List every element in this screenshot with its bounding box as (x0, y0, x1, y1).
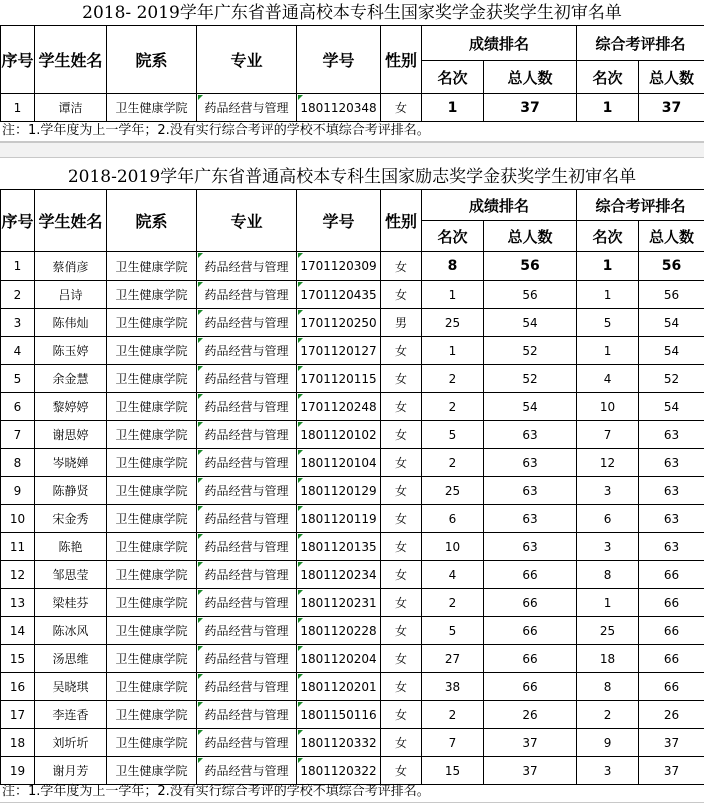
section2-note: 注：1.学年度为上一学年；2.没有实行综合考评的学校不填综合考评排名。 (0, 782, 704, 803)
cell-dept: 卫生健康学院 (107, 673, 197, 701)
cell-comp-rank: 8 (577, 561, 639, 589)
cell-gender: 女 (381, 701, 422, 729)
cell-grade-rank: 1 (422, 281, 484, 309)
cell-gender: 女 (381, 421, 422, 449)
header-total: 总人数 (639, 61, 704, 94)
cell-major: 药品经营与管理 (197, 252, 297, 281)
cell-seq: 17 (1, 701, 35, 729)
cell-name: 谢月芳 (35, 757, 107, 785)
cell-grade-rank: 8 (422, 252, 484, 281)
cell-gender: 女 (381, 337, 422, 365)
cell-grade-rank: 2 (422, 393, 484, 421)
cell-grade-rank: 2 (422, 701, 484, 729)
cell-comp-total: 56 (639, 252, 704, 281)
cell-comp-rank: 1 (577, 281, 639, 309)
cell-grade-rank: 15 (422, 757, 484, 785)
table-row (1, 701, 704, 729)
cell-grade-rank: 10 (422, 533, 484, 561)
cell-dept: 卫生健康学院 (107, 561, 197, 589)
cell-gender: 女 (381, 477, 422, 505)
cell-gender: 女 (381, 617, 422, 645)
cell-seq: 14 (1, 617, 35, 645)
cell-gender: 女 (381, 449, 422, 477)
cell-dept: 卫生健康学院 (107, 252, 197, 281)
cell-seq: 13 (1, 589, 35, 617)
cell-grade-total: 37 (484, 729, 577, 757)
header-major: 专业 (197, 26, 297, 94)
cell-student-id: 1801120104 (297, 449, 381, 477)
cell-major: 药品经营与管理 (197, 393, 297, 421)
cell-comp-rank: 1 (577, 94, 639, 122)
header-rank: 名次 (577, 61, 639, 94)
section1-title: 2018- 2019学年广东省普通高校本专科生国家奖学金获奖学生初审名单 (82, 3, 622, 23)
cell-major: 药品经营与管理 (197, 421, 297, 449)
table-row (1, 757, 704, 785)
cell-name: 岑晓婵 (35, 449, 107, 477)
cell-name: 谢思婷 (35, 421, 107, 449)
cell-dept: 卫生健康学院 (107, 449, 197, 477)
cell-dept: 卫生健康学院 (107, 94, 197, 122)
table-row (1, 477, 704, 505)
cell-student-id: 1801120129 (297, 477, 381, 505)
cell-grade-total: 56 (484, 281, 577, 309)
cell-major: 药品经营与管理 (197, 449, 297, 477)
cell-dept: 卫生健康学院 (107, 281, 197, 309)
table-row (1, 337, 704, 365)
cell-dept: 卫生健康学院 (107, 729, 197, 757)
header-total: 总人数 (639, 221, 704, 252)
cell-grade-rank: 4 (422, 561, 484, 589)
cell-comp-rank: 1 (577, 589, 639, 617)
cell-dept: 卫生健康学院 (107, 701, 197, 729)
cell-name: 梁桂芬 (35, 589, 107, 617)
cell-major: 药品经营与管理 (197, 309, 297, 337)
cell-grade-total: 63 (484, 449, 577, 477)
table-row (1, 645, 704, 673)
cell-grade-rank: 1 (422, 94, 484, 122)
cell-grade-total: 54 (484, 393, 577, 421)
cell-student-id: 1801120204 (297, 645, 381, 673)
cell-student-id: 1801120119 (297, 505, 381, 533)
cell-major: 药品经营与管理 (197, 701, 297, 729)
cell-student-id: 1801120102 (297, 421, 381, 449)
header-name: 学生姓名 (35, 26, 107, 94)
cell-grade-total: 37 (484, 94, 577, 122)
cell-seq: 5 (1, 365, 35, 393)
cell-comp-total: 54 (639, 309, 704, 337)
cell-seq: 7 (1, 421, 35, 449)
cell-grade-total: 66 (484, 617, 577, 645)
header-dept: 院系 (107, 190, 197, 252)
table-row (1, 281, 704, 309)
cell-grade-rank: 25 (422, 309, 484, 337)
cell-name: 汤思维 (35, 645, 107, 673)
cell-gender: 女 (381, 729, 422, 757)
cell-gender: 女 (381, 673, 422, 701)
cell-seq: 9 (1, 477, 35, 505)
cell-seq: 6 (1, 393, 35, 421)
cell-student-id: 1801120332 (297, 729, 381, 757)
cell-comp-total: 66 (639, 589, 704, 617)
table-row (1, 94, 704, 122)
cell-grade-rank: 2 (422, 365, 484, 393)
header-rank: 名次 (422, 61, 484, 94)
cell-comp-total: 54 (639, 337, 704, 365)
cell-gender: 女 (381, 505, 422, 533)
cell-comp-total: 63 (639, 477, 704, 505)
cell-gender: 女 (381, 757, 422, 785)
cell-seq: 12 (1, 561, 35, 589)
cell-grade-rank: 1 (422, 337, 484, 365)
table-row (1, 309, 704, 337)
cell-student-id: 1801120348 (297, 94, 381, 122)
cell-comp-total: 37 (639, 94, 704, 122)
header-dept: 院系 (107, 26, 197, 94)
cell-grade-total: 52 (484, 365, 577, 393)
cell-comp-rank: 10 (577, 393, 639, 421)
table-row (1, 252, 704, 281)
cell-comp-total: 52 (639, 365, 704, 393)
header-total: 总人数 (484, 221, 577, 252)
cell-dept: 卫生健康学院 (107, 505, 197, 533)
cell-dept: 卫生健康学院 (107, 477, 197, 505)
cell-comp-rank: 3 (577, 757, 639, 785)
header-grade-rank: 成绩排名 (422, 26, 577, 61)
header-gender: 性别 (381, 26, 422, 94)
cell-major: 药品经营与管理 (197, 757, 297, 785)
cell-comp-total: 63 (639, 421, 704, 449)
cell-grade-total: 26 (484, 701, 577, 729)
cell-comp-total: 26 (639, 701, 704, 729)
cell-comp-total: 66 (639, 645, 704, 673)
cell-seq: 1 (1, 94, 35, 122)
header-total: 总人数 (484, 61, 577, 94)
cell-comp-total: 63 (639, 533, 704, 561)
cell-comp-rank: 12 (577, 449, 639, 477)
cell-grade-rank: 2 (422, 449, 484, 477)
cell-major: 药品经营与管理 (197, 673, 297, 701)
cell-seq: 16 (1, 673, 35, 701)
cell-grade-total: 63 (484, 505, 577, 533)
cell-comp-total: 63 (639, 449, 704, 477)
cell-student-id: 1701120250 (297, 309, 381, 337)
cell-dept: 卫生健康学院 (107, 589, 197, 617)
header-id: 学号 (297, 26, 381, 94)
cell-grade-rank: 25 (422, 477, 484, 505)
cell-grade-total: 66 (484, 673, 577, 701)
cell-gender: 女 (381, 645, 422, 673)
cell-student-id: 1801120231 (297, 589, 381, 617)
cell-dept: 卫生健康学院 (107, 309, 197, 337)
cell-gender: 男 (381, 309, 422, 337)
cell-comp-total: 66 (639, 673, 704, 701)
cell-name: 宋金秀 (35, 505, 107, 533)
cell-grade-rank: 38 (422, 673, 484, 701)
cell-comp-total: 66 (639, 617, 704, 645)
cell-student-id: 1801120135 (297, 533, 381, 561)
cell-grade-rank: 27 (422, 645, 484, 673)
cell-name: 余金慧 (35, 365, 107, 393)
cell-comp-total: 37 (639, 757, 704, 785)
table-row (1, 421, 704, 449)
cell-student-id: 1801120234 (297, 561, 381, 589)
cell-grade-rank: 5 (422, 421, 484, 449)
cell-seq: 1 (1, 252, 35, 281)
cell-name: 陈玉婷 (35, 337, 107, 365)
cell-comp-total: 54 (639, 393, 704, 421)
cell-seq: 10 (1, 505, 35, 533)
cell-seq: 8 (1, 449, 35, 477)
cell-gender: 女 (381, 365, 422, 393)
header-seq: 序号 (1, 190, 35, 252)
cell-seq: 3 (1, 309, 35, 337)
cell-major: 药品经营与管理 (197, 617, 297, 645)
cell-comp-rank: 1 (577, 337, 639, 365)
cell-name: 陈冰风 (35, 617, 107, 645)
cell-student-id: 1801120201 (297, 673, 381, 701)
cell-seq: 4 (1, 337, 35, 365)
cell-grade-total: 52 (484, 337, 577, 365)
cell-major: 药品经营与管理 (197, 645, 297, 673)
cell-major: 药品经营与管理 (197, 281, 297, 309)
header-grade-rank: 成绩排名 (422, 190, 577, 221)
cell-dept: 卫生健康学院 (107, 337, 197, 365)
table-row (1, 505, 704, 533)
scholarship-table (0, 25, 704, 122)
cell-dept: 卫生健康学院 (107, 533, 197, 561)
table-row (1, 449, 704, 477)
cell-comp-rank: 2 (577, 701, 639, 729)
cell-grade-total: 54 (484, 309, 577, 337)
cell-name: 刘圻圻 (35, 729, 107, 757)
cell-student-id: 1701120435 (297, 281, 381, 309)
cell-comp-rank: 3 (577, 533, 639, 561)
table-row (1, 589, 704, 617)
header-id: 学号 (297, 190, 381, 252)
cell-name: 蔡俏彦 (35, 252, 107, 281)
table-row (1, 561, 704, 589)
cell-gender: 女 (381, 589, 422, 617)
table-row (1, 365, 704, 393)
cell-comp-rank: 18 (577, 645, 639, 673)
cell-seq: 19 (1, 757, 35, 785)
cell-student-id: 1801150116 (297, 701, 381, 729)
table-row (1, 533, 704, 561)
table-row (1, 393, 704, 421)
cell-grade-total: 66 (484, 645, 577, 673)
cell-comp-total: 37 (639, 729, 704, 757)
cell-major: 药品经营与管理 (197, 589, 297, 617)
cell-name: 邹思莹 (35, 561, 107, 589)
cell-student-id: 1701120115 (297, 365, 381, 393)
cell-comp-rank: 6 (577, 505, 639, 533)
cell-student-id: 1801120322 (297, 757, 381, 785)
cell-major: 药品经营与管理 (197, 365, 297, 393)
cell-comp-total: 66 (639, 561, 704, 589)
cell-major: 药品经营与管理 (197, 505, 297, 533)
cell-seq: 2 (1, 281, 35, 309)
cell-gender: 女 (381, 281, 422, 309)
header-gender: 性别 (381, 190, 422, 252)
cell-major: 药品经营与管理 (197, 561, 297, 589)
cell-gender: 女 (381, 533, 422, 561)
cell-name: 李连香 (35, 701, 107, 729)
header-comp-rank: 综合考评排名 (577, 26, 704, 61)
cell-grade-total: 63 (484, 533, 577, 561)
cell-major: 药品经营与管理 (197, 94, 297, 122)
cell-name: 陈静贤 (35, 477, 107, 505)
cell-dept: 卫生健康学院 (107, 393, 197, 421)
cell-grade-rank: 6 (422, 505, 484, 533)
cell-seq: 18 (1, 729, 35, 757)
cell-gender: 女 (381, 94, 422, 122)
cell-student-id: 1801120228 (297, 617, 381, 645)
cell-major: 药品经营与管理 (197, 337, 297, 365)
section1-note: 注：1.学年度为上一学年；2.没有实行综合考评的学校不填综合考评排名。 (0, 121, 704, 142)
cell-dept: 卫生健康学院 (107, 757, 197, 785)
cell-name: 陈伟灿 (35, 309, 107, 337)
table-row (1, 729, 704, 757)
header-rank: 名次 (422, 221, 484, 252)
cell-comp-rank: 5 (577, 309, 639, 337)
cell-name: 吕诗 (35, 281, 107, 309)
header-comp-rank: 综合考评排名 (577, 190, 704, 221)
table-row (1, 673, 704, 701)
cell-grade-rank: 5 (422, 617, 484, 645)
cell-comp-rank: 4 (577, 365, 639, 393)
scholarship-table (0, 189, 704, 785)
cell-gender: 女 (381, 252, 422, 281)
table-row (1, 617, 704, 645)
cell-comp-rank: 7 (577, 421, 639, 449)
cell-student-id: 1701120248 (297, 393, 381, 421)
header-rank: 名次 (577, 221, 639, 252)
cell-grade-total: 63 (484, 421, 577, 449)
cell-grade-total: 37 (484, 757, 577, 785)
cell-major: 药品经营与管理 (197, 533, 297, 561)
cell-dept: 卫生健康学院 (107, 421, 197, 449)
cell-student-id: 1701120309 (297, 252, 381, 281)
cell-dept: 卫生健康学院 (107, 645, 197, 673)
cell-grade-total: 56 (484, 252, 577, 281)
cell-comp-rank: 3 (577, 477, 639, 505)
section2-title: 2018-2019学年广东省普通高校本专科生国家励志奖学金获奖学生初审名单 (67, 167, 637, 187)
cell-name: 陈艳 (35, 533, 107, 561)
cell-seq: 15 (1, 645, 35, 673)
cell-name: 黎婷婷 (35, 393, 107, 421)
header-name: 学生姓名 (35, 190, 107, 252)
cell-grade-total: 63 (484, 477, 577, 505)
cell-comp-total: 63 (639, 505, 704, 533)
cell-grade-rank: 7 (422, 729, 484, 757)
cell-grade-total: 66 (484, 561, 577, 589)
cell-name: 吴晓琪 (35, 673, 107, 701)
cell-gender: 女 (381, 393, 422, 421)
cell-grade-rank: 2 (422, 589, 484, 617)
cell-comp-rank: 9 (577, 729, 639, 757)
cell-major: 药品经营与管理 (197, 477, 297, 505)
separator-band (0, 142, 704, 158)
cell-comp-total: 56 (639, 281, 704, 309)
cell-dept: 卫生健康学院 (107, 617, 197, 645)
cell-grade-total: 66 (484, 589, 577, 617)
cell-comp-rank: 1 (577, 252, 639, 281)
header-major: 专业 (197, 190, 297, 252)
cell-seq: 11 (1, 533, 35, 561)
cell-name: 谭洁 (35, 94, 107, 122)
cell-gender: 女 (381, 561, 422, 589)
cell-student-id: 1701120127 (297, 337, 381, 365)
cell-major: 药品经营与管理 (197, 729, 297, 757)
header-seq: 序号 (1, 26, 35, 94)
cell-comp-rank: 25 (577, 617, 639, 645)
cell-comp-rank: 8 (577, 673, 639, 701)
cell-dept: 卫生健康学院 (107, 365, 197, 393)
